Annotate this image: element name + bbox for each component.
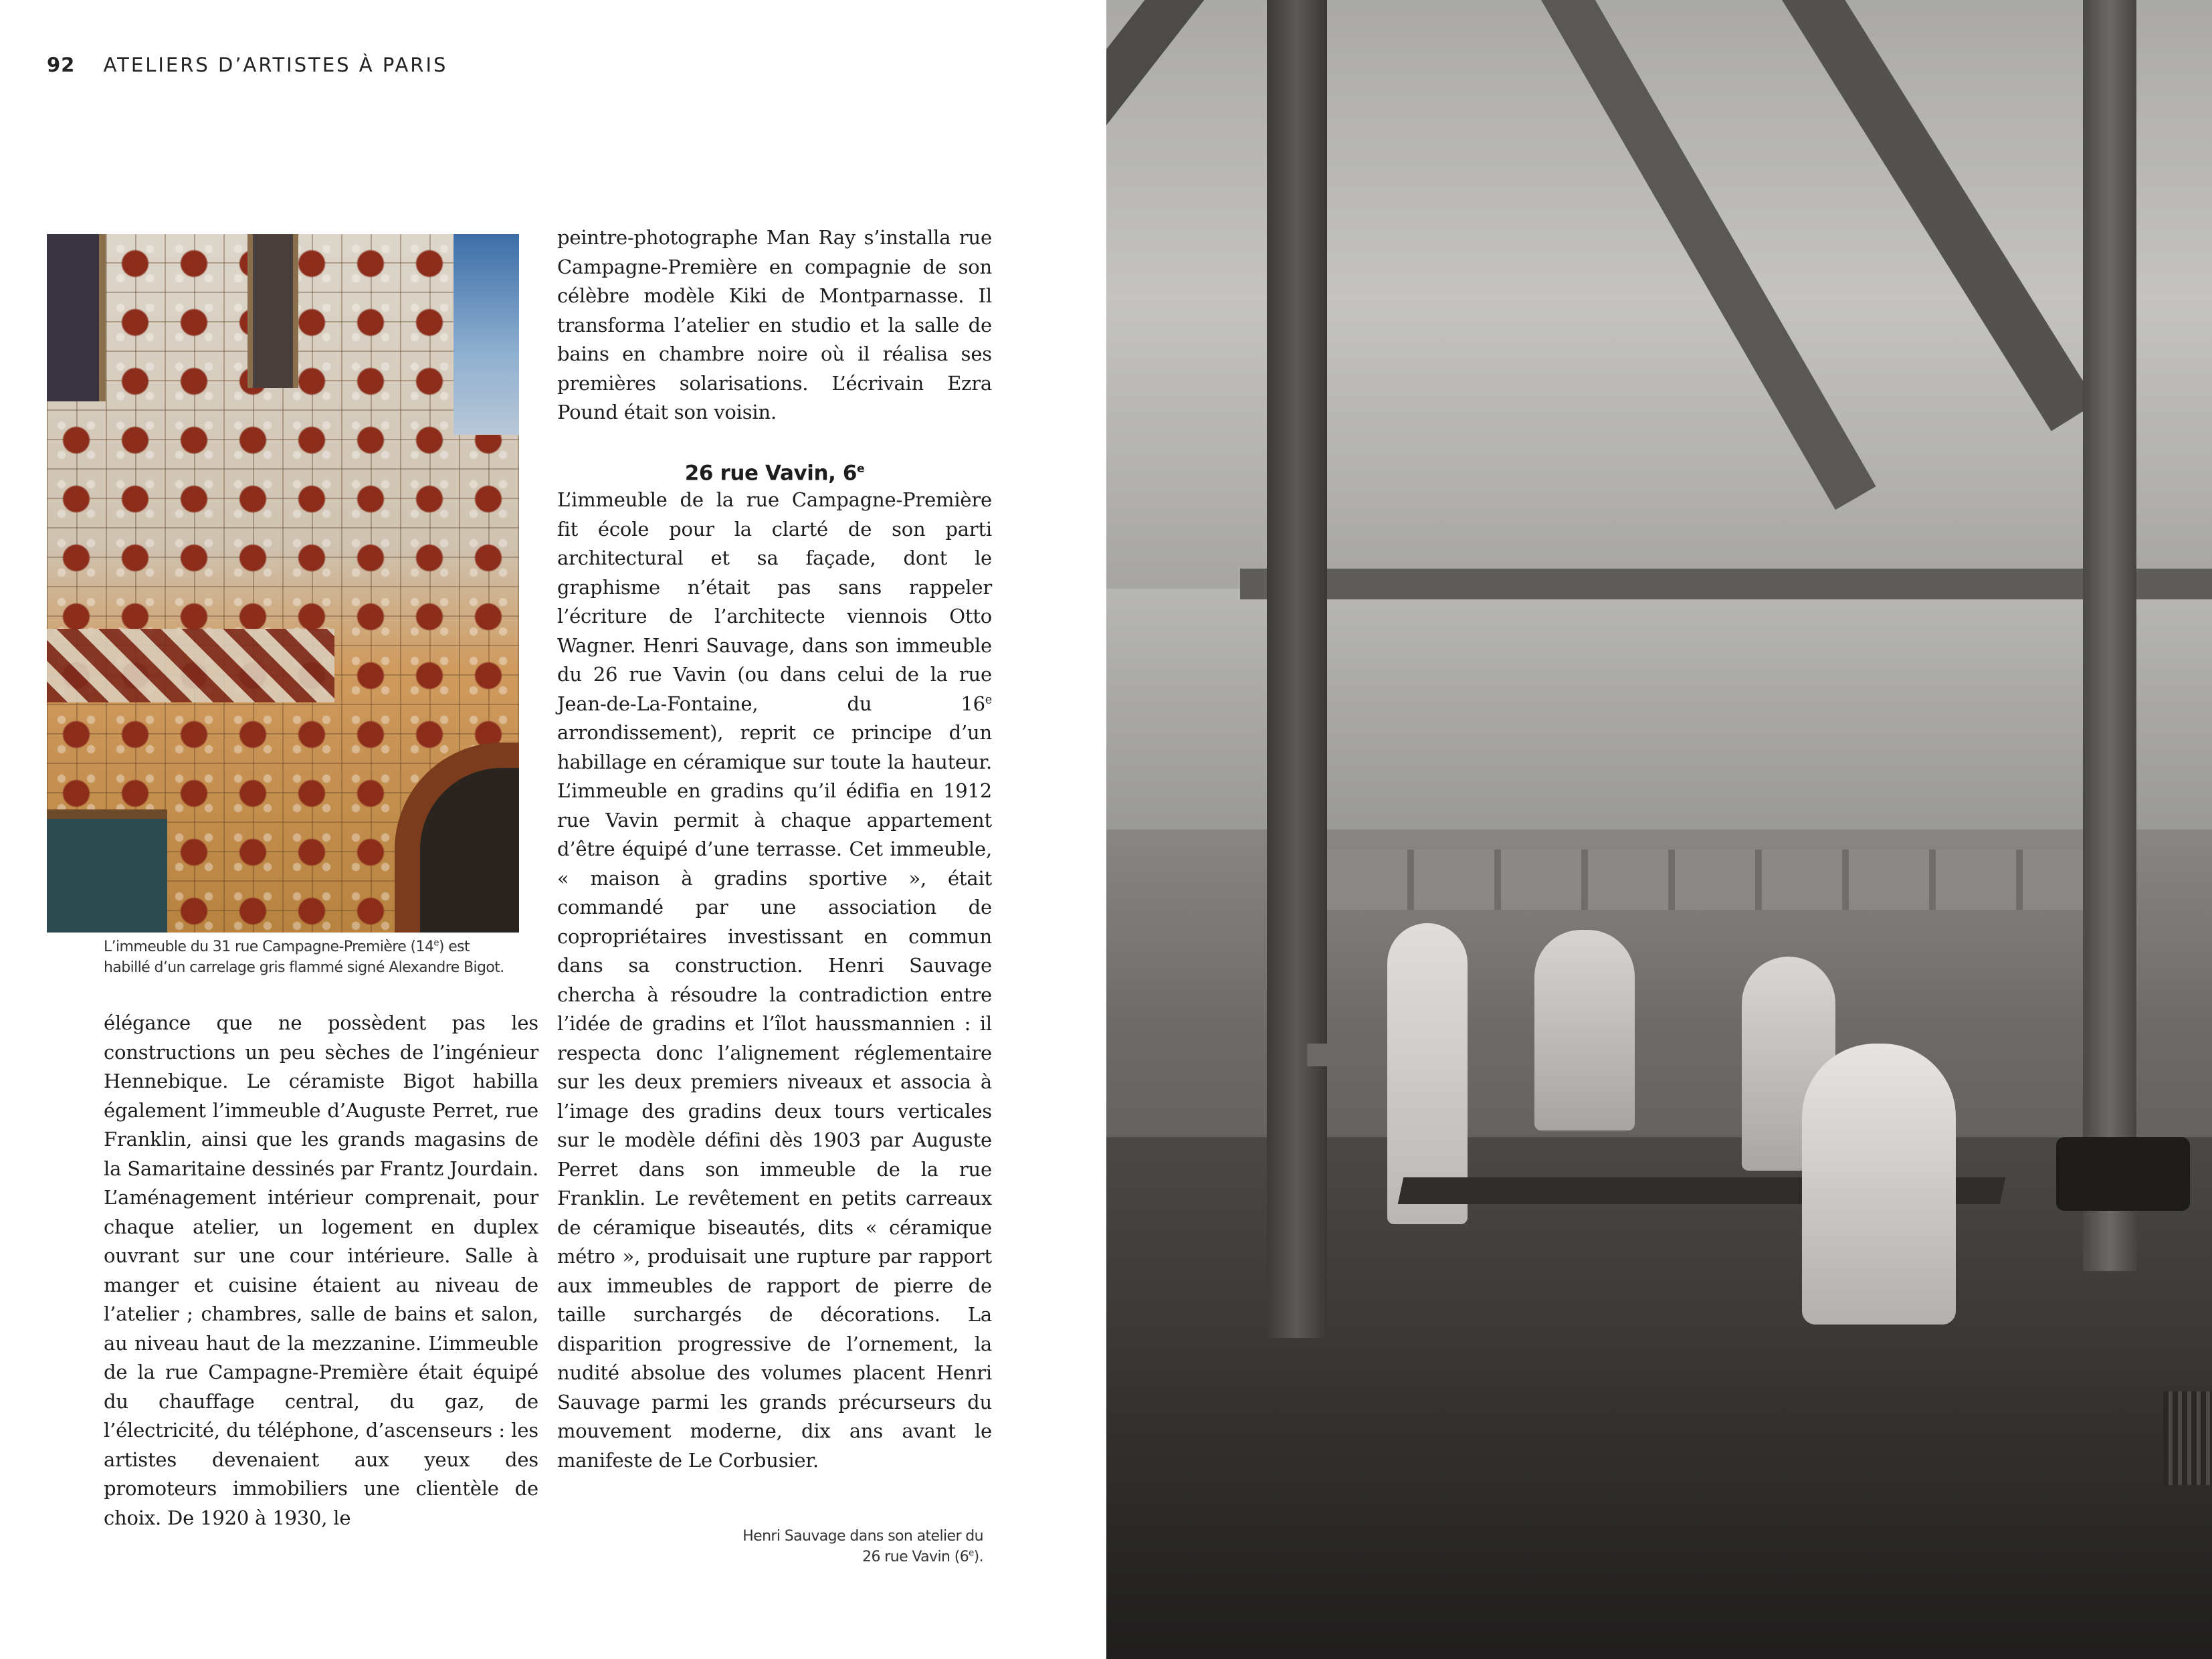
photo-roof-beam — [1782, 0, 2097, 431]
facade-door — [47, 809, 167, 933]
running-title: ATELIERS D’ARTISTES À PARIS — [103, 54, 448, 76]
atelier-photo — [1106, 0, 2212, 1659]
facade-window — [47, 234, 106, 401]
photo-wall-frames — [1327, 850, 2083, 910]
facade-caption: L’immeuble du 31 rue Campagne-Première (14e) est habillé d’un carrelage gris flammé signé Alexandre Bigot. — [104, 938, 504, 976]
facade-photo — [47, 234, 519, 933]
photo-column — [2083, 0, 2136, 1271]
atelier-caption: Henri Sauvage dans son atelier du 26 rue Vavin (6e). — [742, 1528, 983, 1565]
body-paragraph: L’immeuble de la rue Campagne-Première fit école pour la clarté de son parti architectural et sa façade, dont le graphisme n’était pas sans rappeler l’écriture de l’architecte viennois Otto Wagner. Henri Sauvage, dans son immeuble du 26 rue Vavin (ou dans celui de la rue Jean-de-La-Fontaine, du 16e arrondissement), reprit ce principe d’un habillage en céramique sur toute la hauteur. L’immeuble en gradins qu’il édifia en 1912 rue Vavin permit à chaque appartement d’être équipé d’une terrasse. Cet immeuble, « maison à gradins sportive », était commandé par une association de copropriétaires investissant en commun dans sa construction. Henri Sauvage chercha à résoudre la contradiction entre l’idée de gradins et l’îlot haussmannien : il respecta donc l’alignement réglementaire sur les deux premiers niveaux et associa à l’image des gradins deux tours verticales sur le modèle défini dès 1903 par Auguste Perret dans son immeuble de la rue Franklin. Le revêtement en petits carreaux de céramique biseautés, dits « céramique métro », produisait une rupture par rapport aux immeubles de rapport de pierre de taille surchargés de décorations. La disparition progressive de l’ornement, la nudité absolue des volumes placent Henri Sauvage parmi les grands précurseurs du mouvement moderne, dix ans avant le manifeste de Le Corbusier. — [557, 488, 992, 1472]
running-head — [47, 48, 447, 82]
body-column-left — [104, 1009, 538, 1533]
photo-column — [1267, 0, 1327, 1338]
photo-roof-beam — [1106, 0, 1223, 555]
photo-wastebasket — [2163, 1391, 2212, 1485]
body-column-right-top — [557, 223, 992, 427]
body-paragraph: élégance que ne possèdent pas les constructions un peu sèches de l’ingénieur Hennebique. Le céramiste Bigot habilla également l’immeuble d’Auguste Perret, rue Franklin, ainsi que les grands magasins de la Samaritaine dessinés par Frantz Jourdain. L’aménagement intérieur comprenait, pour chaque atelier, un logement en duplex ouvrant sur une cour intérieure. Salle à manger et cuisine étaient au niveau de l’atelier ; chambres, salle de bains et salon, au niveau haut de la mezzanine. L’immeuble de la rue Campagne-Première était équipé du chauffage central, du gaz, de l’électricité, du téléphone, d’ascenseurs : les artistes devenaient aux yeux des promoteurs immobiliers une clientèle de choix. De 1920 à 1930, le — [104, 1011, 538, 1529]
body-column-right-bottom — [557, 486, 992, 1475]
facade-sky — [454, 234, 519, 435]
facade-window — [247, 234, 298, 388]
photo-roof-beam — [1541, 0, 1876, 510]
photo-typist — [1802, 1044, 1956, 1325]
page-number: 92 — [47, 54, 76, 76]
photo-person — [1534, 930, 1635, 1131]
facade-arch — [395, 743, 519, 933]
section-heading: 26 rue Vavin, 6e — [684, 461, 865, 486]
facade-tile-band — [47, 629, 334, 702]
photo-typewriter — [2056, 1137, 2190, 1211]
photo-crossbeam — [1240, 569, 2212, 599]
body-paragraph: peintre-photographe Man Ray s’installa rue Campagne-Première en compagnie de son célèbre modèle Kiki de Montparnasse. Il transforma l’atelier en studio et la salle de bains en chambre noire où il réalisa ses premières solarisations. L’écrivain Ezra Pound était son voisin. — [557, 226, 992, 423]
